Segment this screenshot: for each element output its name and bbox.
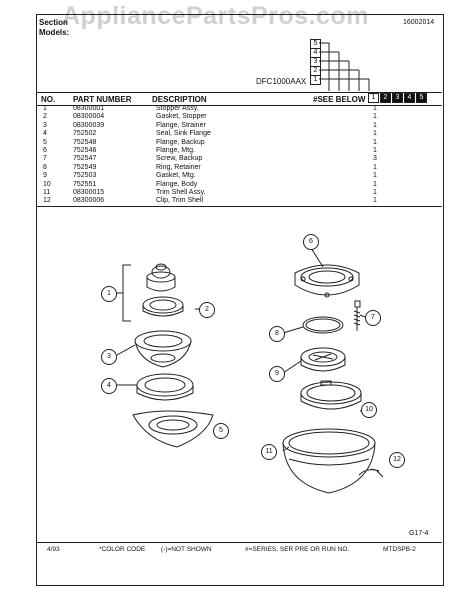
callout-11: 11 xyxy=(261,444,277,460)
flange-body-drawing xyxy=(301,381,361,409)
table-row: 1 08300001 Stopper Assy. 1 xyxy=(43,105,377,112)
column-box-2: 2 xyxy=(310,66,321,76)
models-label: Models: xyxy=(39,28,70,37)
callout-1: 1 xyxy=(101,286,117,302)
callout-5: 5 xyxy=(213,423,229,439)
gasket-stopper-drawing xyxy=(143,297,183,316)
header-description: DESCRIPTION xyxy=(152,95,207,104)
header-see-below: #SEE BELOW xyxy=(313,95,366,104)
table-row: 7 752547 Screw, Backup 3 xyxy=(43,155,377,163)
callout-2: 2 xyxy=(199,302,215,318)
column-box-3: 3 xyxy=(310,57,321,67)
figure-id: G17-4 xyxy=(409,530,429,537)
table-row: 8 752549 Ring, Retainer 1 xyxy=(43,163,377,171)
watermark: AppliancePartsPros.com xyxy=(62,2,369,30)
header-col-1: 1 xyxy=(368,93,379,103)
mounting-flange-drawing xyxy=(295,265,359,297)
footer-rule xyxy=(37,542,442,543)
callout-9: 9 xyxy=(269,366,285,382)
seal-sink-flange-drawing xyxy=(137,374,193,400)
callout-10: 10 xyxy=(361,402,377,418)
header-part-number: PART NUMBER xyxy=(73,95,132,104)
header-col-2: 2 xyxy=(380,93,391,103)
flange-strainer-drawing xyxy=(135,331,191,367)
header-col-4: 4 xyxy=(404,93,415,103)
column-box-1: 1 xyxy=(310,75,321,85)
table-row: 2 08300004 Gasket, Stopper 1 xyxy=(43,113,377,121)
callout-4: 4 xyxy=(101,378,117,394)
screw-drawing xyxy=(354,301,360,331)
callout-7: 7 xyxy=(365,310,381,326)
trim-shell-drawing xyxy=(283,429,375,493)
parts-sheet xyxy=(36,14,444,586)
table-row: 11 08300015 Trim Shell Assy. 1 xyxy=(43,189,377,196)
table-row: 12 08300006 Clip, Trim Shell 1 xyxy=(43,197,377,205)
exploded-diagram xyxy=(37,15,442,535)
table-row: 9 752503 Gasket, Mtg. 1 xyxy=(43,172,377,180)
column-box-4: 4 xyxy=(310,48,321,58)
header-no: NO. xyxy=(41,95,56,104)
footer-doc-code: MTDSPB-2 xyxy=(383,546,416,553)
section-label: Section xyxy=(39,18,68,27)
table-row: 6 752546 Flange, Mtg. 1 xyxy=(43,147,377,154)
table-row: 3 08300039 Flange, Strainer 1 xyxy=(43,121,377,129)
flange-backup-drawing xyxy=(133,411,213,447)
table-row: 5 752548 Flange, Backup 1 xyxy=(43,138,377,146)
header-col-3: 3 xyxy=(392,93,403,103)
sheet-number: 16002014 xyxy=(403,19,435,26)
callout-3: 3 xyxy=(101,349,117,365)
leader-lines xyxy=(319,43,329,89)
table-row: 10 752551 Flange, Body 1 xyxy=(43,180,377,188)
table-row: 4 752502 Seal, Sink Flange 1 xyxy=(43,130,377,138)
footer-color-code: *COLOR CODE xyxy=(99,546,146,553)
callout-6: 6 xyxy=(303,234,319,250)
footer-date: 4/93 xyxy=(47,546,60,553)
header-col-5: 5 xyxy=(416,93,427,103)
footer-series: #=SERIES, SER PRE OR RUN NO. xyxy=(245,546,350,553)
model-code: DFC1000AAX xyxy=(256,77,307,86)
gasket-mtg-drawing xyxy=(301,348,345,371)
footer-not-shown: (-)=NOT SHOWN xyxy=(161,546,212,553)
retainer-ring-drawing xyxy=(303,317,343,333)
column-box-5: 5 xyxy=(310,39,321,49)
callout-8: 8 xyxy=(269,326,285,342)
callout-12: 12 xyxy=(389,452,405,468)
